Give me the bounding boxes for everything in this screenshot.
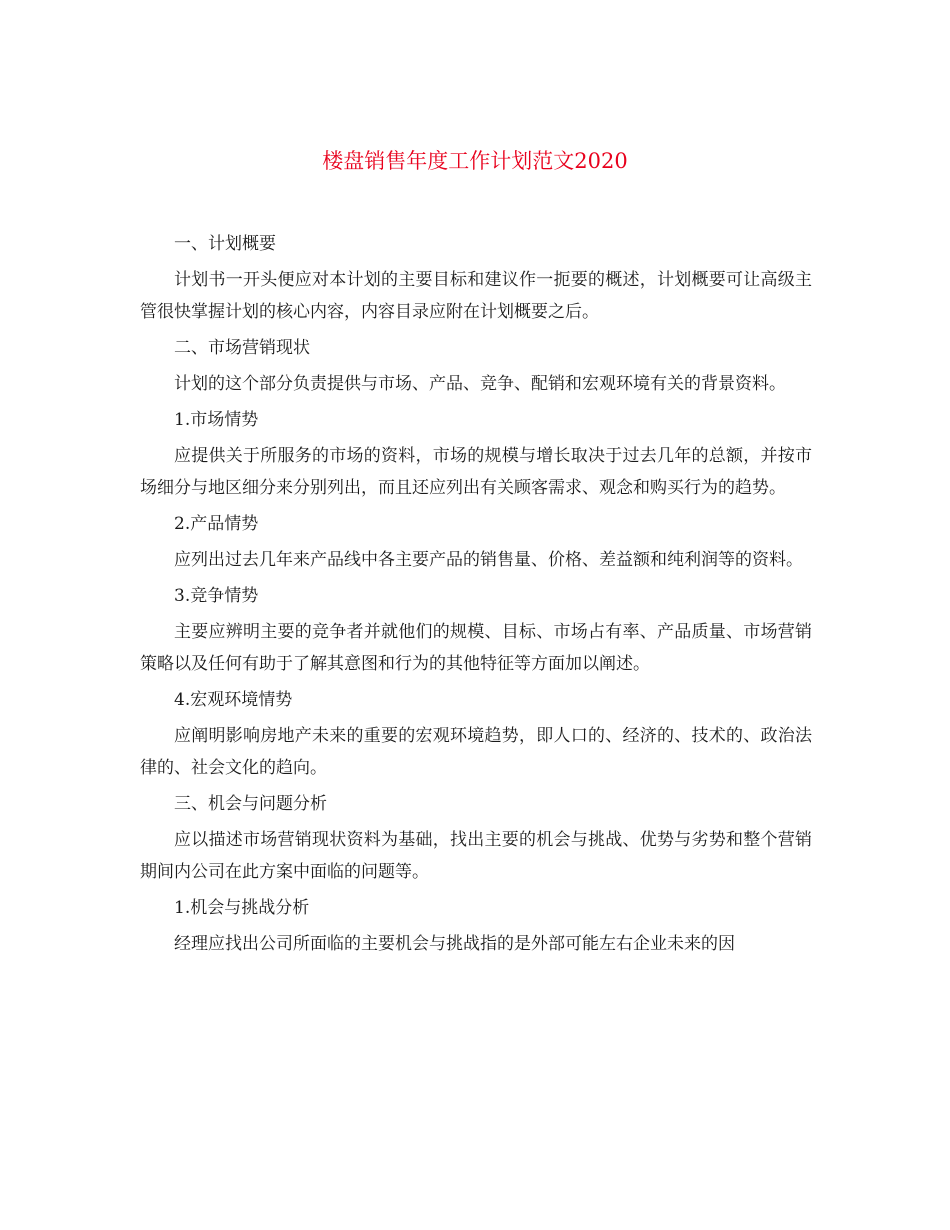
paragraph-opportunity-challenge: 经理应找出公司所面临的主要机会与挑战指的是外部可能左右企业未来的因 <box>174 934 735 954</box>
paragraph-plan-summary: 计划书一开头便应对本计划的主要目标和建议作一扼要的概述，计划概要可让高级主管很快掌握计划的核心内容，内容目录应附在计划概要之后。 <box>140 270 812 322</box>
subheading-macro-environment: 4.宏观环境情势 <box>174 690 293 710</box>
subheading-product-situation: 2.产品情势 <box>174 514 259 534</box>
document-title: 楼盘销售年度工作计划范文2020 <box>322 149 628 173</box>
paragraph-product-situation: 应列出过去几年来产品线中各主要产品的销售量、价格、差益额和纯利润等的资料。 <box>174 550 803 570</box>
section-heading-market-status: 二、市场营销现状 <box>174 338 310 358</box>
section-heading-plan-summary: 一、计划概要 <box>174 234 276 254</box>
paragraph-competition-situation: 主要应辨明主要的竞争者并就他们的规模、目标、市场占有率、产品质量、市场营销策略以及任何有助于了解其意图和行为的其他特征等方面加以阐述。 <box>140 622 812 674</box>
document-body <box>140 228 812 964</box>
subheading-opportunity-challenge: 1.机会与挑战分析 <box>174 898 310 918</box>
subheading-competition-situation: 3.竞争情势 <box>174 586 259 606</box>
section-heading-opportunity-analysis: 三、机会与问题分析 <box>174 794 327 814</box>
paragraph-market-status: 计划的这个部分负责提供与市场、产品、竞争、配销和宏观环境有关的背景资料。 <box>174 374 786 394</box>
paragraph-opportunity-analysis: 应以描述市场营销现状资料为基础，找出主要的机会与挑战、优势与劣势和整个营销期间内公司在此方案中面临的问题等。 <box>140 830 812 882</box>
subheading-market-situation: 1.市场情势 <box>174 410 259 430</box>
paragraph-market-situation: 应提供关于所服务的市场的资料，市场的规模与增长取决于过去几年的总额，并按市场细分与地区细分来分别列出，而且还应列出有关顾客需求、观念和购买行为的趋势。 <box>140 446 812 498</box>
paragraph-macro-environment: 应阐明影响房地产未来的重要的宏观环境趋势，即人口的、经济的、技术的、政治法律的、社会文化的趋向。 <box>140 726 812 778</box>
